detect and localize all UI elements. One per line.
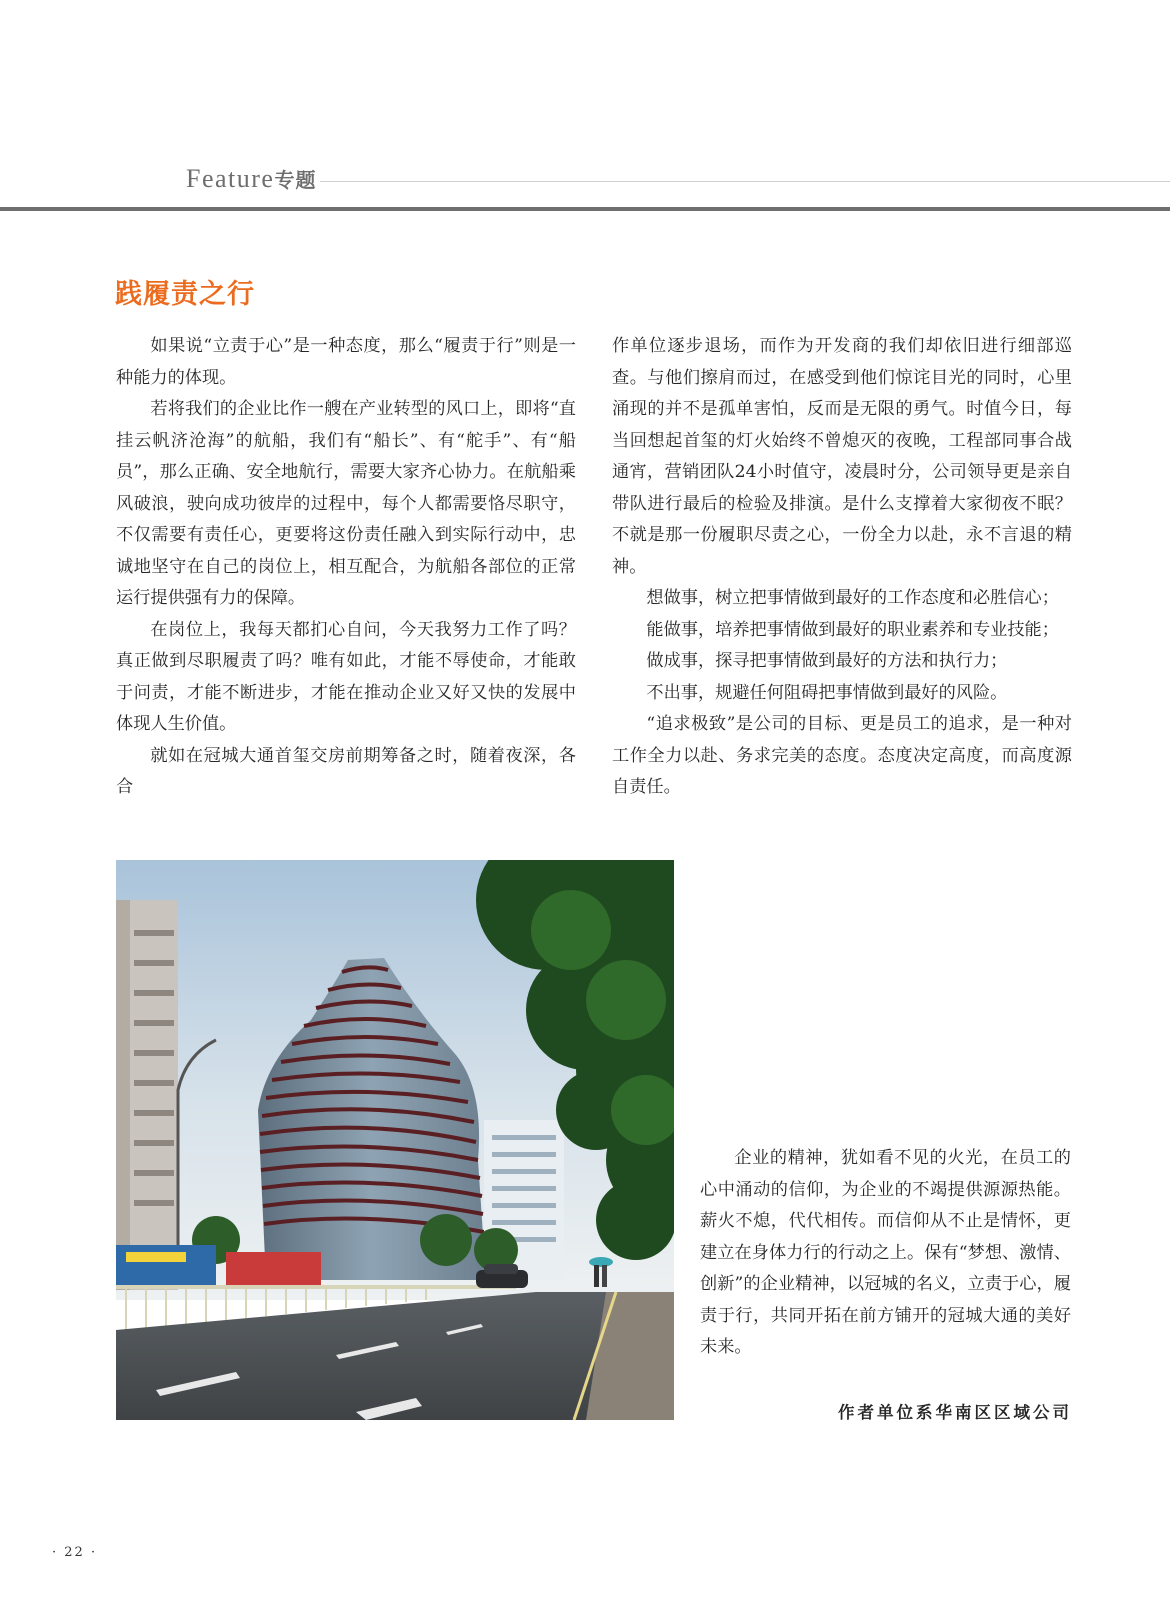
paragraph: 能做事，培养把事情做到最好的职业素养和专业技能；	[646, 619, 1059, 640]
page-number: · 22 ·	[52, 1545, 98, 1560]
paragraph: 企业的精神，犹如看不见的火光，在员工的心中涌动的信仰，为企业的不竭提供源源热能。薪火不熄，代代相传。而信仰从不止是情怀，更建立在身体力行的行动之上。保有“梦想、激情、创新”的企业精神，以冠城的名义，立责于心，履责于行，共同开拓在前方铺开的冠城大通的美好未来。	[700, 1148, 1071, 1357]
paragraph: 想做事，树立把事情做到最好的工作态度和必胜信心；	[646, 588, 1059, 608]
section-title: 践履责之行	[115, 279, 255, 310]
paragraph: 做成事，探寻把事情做到最好的方法和执行力；	[646, 651, 1008, 671]
paragraph: 不出事，规避任何阻碍把事情做到最好的风险。	[646, 682, 1008, 703]
paragraph: 在岗位上，我每天都扪心自问，今天我努力工作了吗？真正做到尽职履责了吗？唯有如此，才能不辱使命，才能敢于问责，才能不断进步，才能在推动企业又好又快的发展中体现人生价值。	[116, 619, 576, 734]
bottom-column	[700, 1143, 1071, 1364]
building-photo	[116, 860, 674, 1420]
paragraph: 如果说“立责于心”是一种态度，那么“履责于行”则是一种能力的体现。	[116, 336, 576, 388]
author-affiliation: 作者单位系华南区区域公司	[838, 1403, 1072, 1422]
header-thick-rule	[0, 207, 1170, 211]
left-column	[116, 331, 576, 804]
header-label-cn: 专题	[274, 168, 317, 192]
section-header	[186, 164, 316, 194]
paragraph: 作单位逐步退场，而作为开发商的我们却依旧进行细部巡查。与他们擦肩而过，在感受到他们惊诧目光的同时，心里涌现的并不是孤单害怕，反而是无限的勇气。时值今日，每当回想起首玺的灯火始终不曾熄灭的夜晚，工程部同事合战通宵，营销团队24小时值守，凌晨时分，公司领导更是亲自带队进行最后的检验及排演。是什么支撑着大家彻夜不眠？不就是那一份履职尽责之心，一份全力以赴，永不言退的精神。	[612, 336, 1072, 577]
header-thin-rule	[320, 181, 1170, 182]
right-column	[612, 331, 1072, 804]
header-label-latin: Feature	[186, 164, 275, 193]
paragraph: 若将我们的企业比作一艘在产业转型的风口上，即将“直挂云帆济沧海”的航船，我们有“船长”、有“舵手”、有“船员”，那么正确、安全地航行，需要大家齐心协力。在航船乘风破浪，驶向成功彼岸的过程中，每个人都需要恪尽职守，不仅需要有责任心，更要将这份责任融入到实际行动中，忠诚地坚守在自己的岗位上，相互配合，为航船各部位的正常运行提供强有力的保障。	[116, 399, 576, 608]
paragraph: “追求极致”是公司的目标、更是员工的追求，是一种对工作全力以赴、务求完美的态度。态度决定高度，而高度源自责任。	[612, 714, 1072, 797]
paragraph: 就如在冠城大通首玺交房前期筹备之时，随着夜深，各合	[116, 745, 576, 797]
